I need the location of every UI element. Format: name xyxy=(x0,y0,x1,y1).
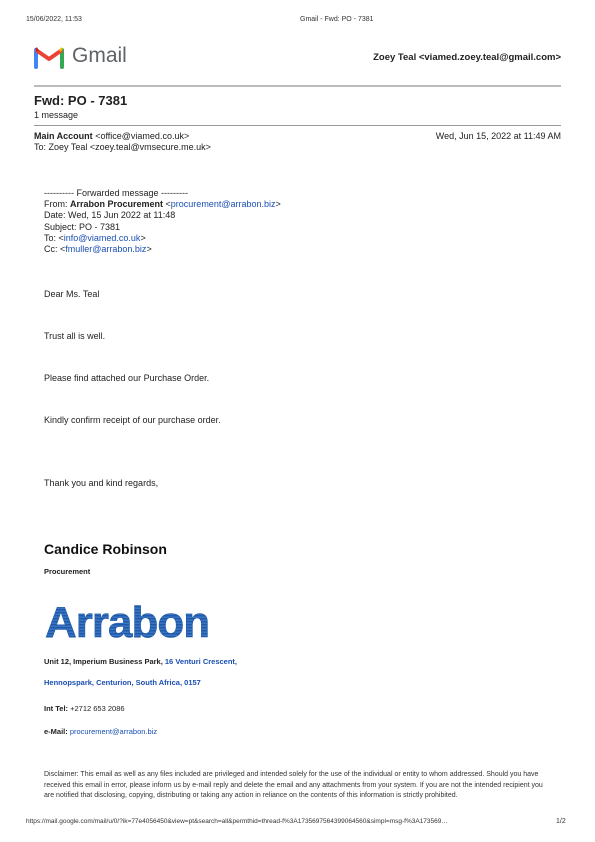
signature-department: Procurement xyxy=(44,567,91,576)
cc-label: Cc: < xyxy=(44,244,66,254)
address-line-1 xyxy=(44,657,237,666)
body-line-2: Please find attached our Purchase Order. xyxy=(44,373,210,383)
page-number: 1/2 xyxy=(556,818,566,825)
arrabon-logo-text: Arrabon xyxy=(45,598,210,643)
signature-name: Candice Robinson xyxy=(44,541,167,557)
signature-email xyxy=(44,727,157,736)
account-email: Zoey Teal <viamed.zoey.teal@gmail.com> xyxy=(373,52,561,63)
print-title: Gmail - Fwd: PO - 7381 xyxy=(300,16,374,23)
subject-divider xyxy=(34,125,561,126)
header-divider xyxy=(34,85,561,87)
signature-email-link[interactable]: procurement@arrabon.biz xyxy=(69,727,158,736)
thread-subject: Fwd: PO - 7381 xyxy=(34,93,128,108)
print-date: 15/06/2022, 11:53 xyxy=(26,16,82,23)
greeting: Dear Ms. Teal xyxy=(44,289,100,299)
forwarded-cc-email-link[interactable]: fmuller@arrabon.biz xyxy=(65,244,147,254)
gmail-logo[interactable] xyxy=(34,44,132,70)
sender-line xyxy=(34,131,189,141)
address-line-2-link[interactable]: Hennopspark, Centurion, South Africa, 0157 xyxy=(44,678,201,687)
forwarded-from-name: Arrabon Procurement xyxy=(70,199,164,209)
sender-email: <office@viamed.co.uk> xyxy=(95,131,190,141)
telephone xyxy=(44,704,125,713)
forwarded-to xyxy=(44,233,146,243)
message-date: Wed, Jun 15, 2022 at 11:49 AM xyxy=(435,131,561,141)
bracket-close: > xyxy=(146,244,152,254)
gmail-wordmark: Gmail xyxy=(72,44,127,67)
forwarded-cc xyxy=(44,244,152,254)
bracket-close: > xyxy=(140,233,146,243)
address-street-link[interactable]: 16 Venturi Crescent, xyxy=(164,657,238,666)
tel-value: +2712 653 2086 xyxy=(70,704,125,713)
from-label: From: xyxy=(44,199,70,209)
print-url: https://mail.google.com/mail/u/0/?ik=77e4056450&view=pt&search=all&permthid=thread-f%3A1735697564399064560&simpl=msg-f%3A173569… xyxy=(26,818,448,825)
closing: Thank you and kind regards, xyxy=(44,478,159,488)
forwarded-date: Date: Wed, 15 Jun 2022 at 11:48 xyxy=(44,210,176,220)
forwarded-subject: Subject: PO - 7381 xyxy=(44,222,121,232)
address-street: Unit 12, Imperium Business Park, xyxy=(44,657,165,666)
tel-label: Int Tel: xyxy=(44,704,71,713)
body-line-3: Kindly confirm receipt of our purchase order. xyxy=(44,415,221,425)
forwarded-from xyxy=(44,199,281,209)
forwarded-header: ---------- Forwarded message --------- xyxy=(44,188,188,198)
bracket-close: > xyxy=(275,199,281,209)
disclaimer: Disclaimer: This email as well as any files included are privileged and intended solely for the use of the individual or entity to whom addressed. Should you have received this email in error, please inform us by e-mail reply and delete the email and any attachments from your system. If you are not the intended recipient you are notified that disclosing, copying, distributing or taking any action in reliance on the contents of this information is strictly prohibited. xyxy=(44,771,543,799)
body-line-1: Trust all is well. xyxy=(44,331,106,341)
gmail-m-icon xyxy=(34,45,64,69)
sender-name: Main Account xyxy=(34,131,93,141)
arrabon-logo xyxy=(44,597,224,643)
forwarded-from-email-link[interactable]: procurement@arrabon.biz xyxy=(170,199,276,209)
forwarded-to-email-link[interactable]: info@viamed.co.uk xyxy=(63,233,141,243)
message-count: 1 message xyxy=(34,110,79,120)
to-label: To: < xyxy=(44,233,64,243)
email-label: e-Mail: xyxy=(44,727,70,736)
recipient-line: To: Zoey Teal <zoey.teal@vmsecure.me.uk> xyxy=(34,142,211,152)
bracket-open: < xyxy=(163,199,171,209)
